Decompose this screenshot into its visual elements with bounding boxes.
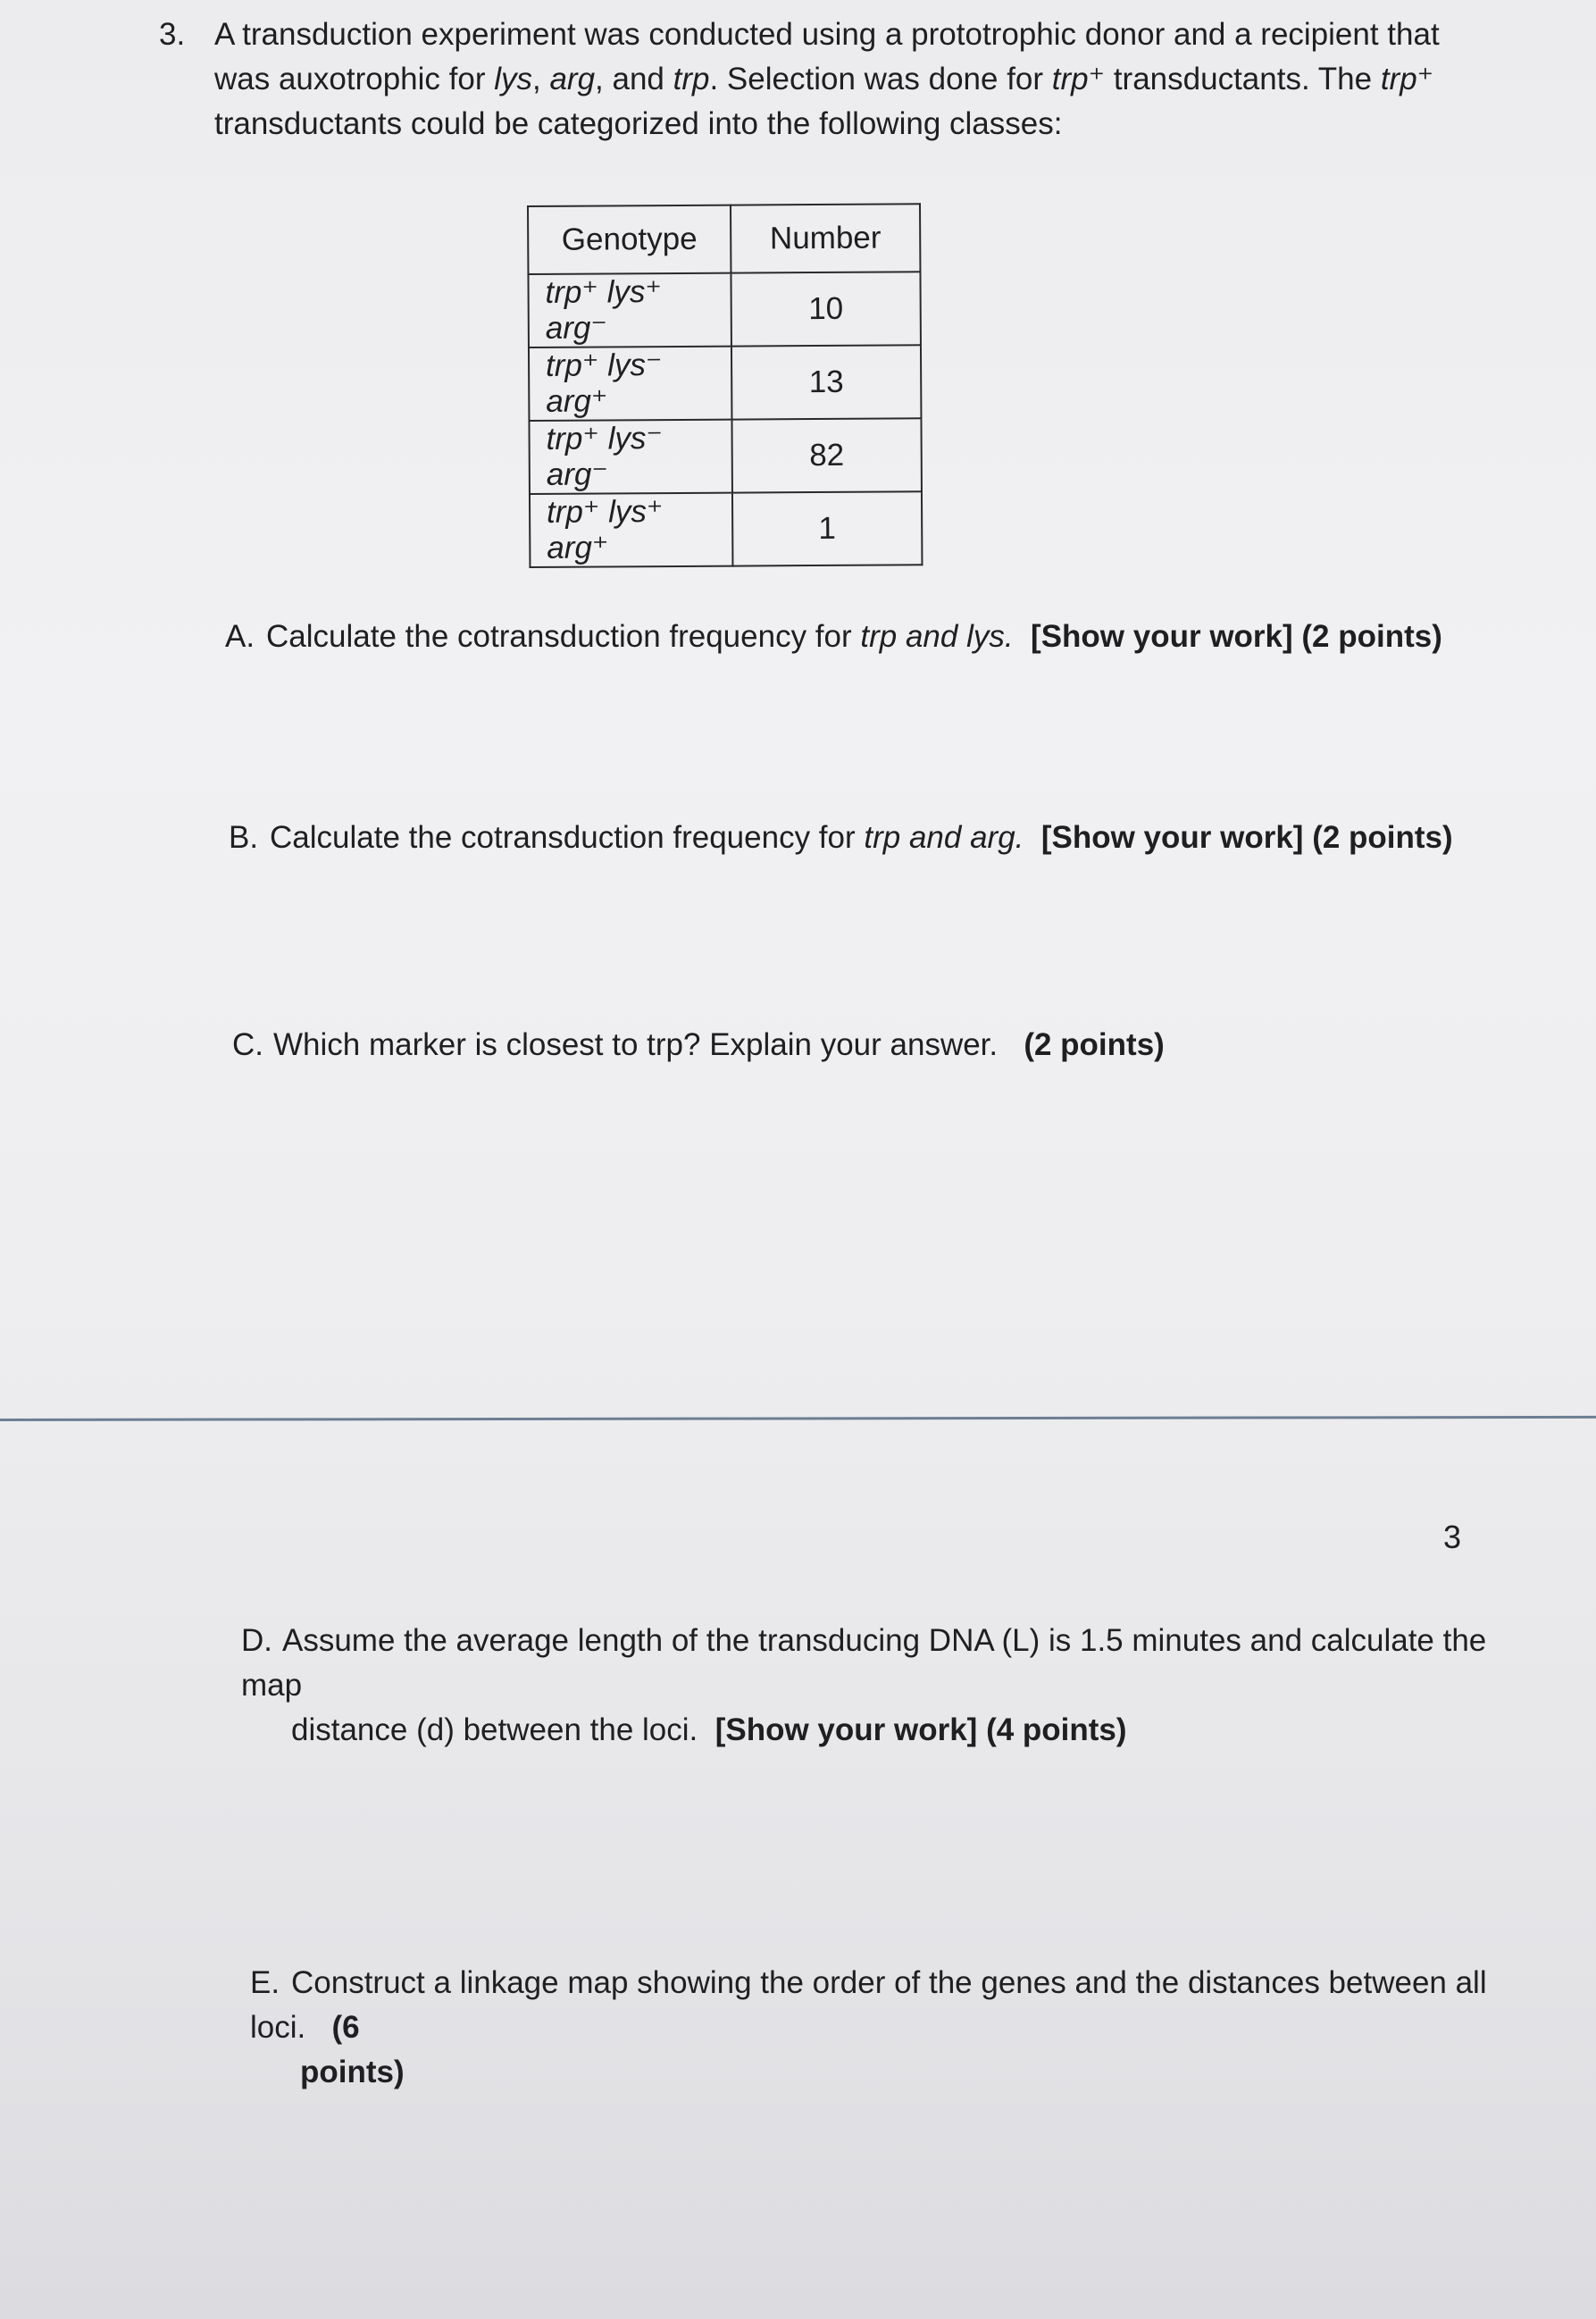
table-row bbox=[529, 418, 921, 494]
question-line-1: A transduction experiment was conducted using a prototrophic donor and a recipient that bbox=[214, 17, 1440, 52]
part-letter: A. bbox=[225, 619, 255, 654]
part-genes: trp and lys. bbox=[860, 619, 1014, 654]
number-cell: 1 bbox=[732, 491, 922, 565]
page-divider bbox=[0, 1416, 1596, 1421]
part-text: Which marker is closest to trp? Explain your answer. bbox=[273, 1027, 999, 1062]
part-e bbox=[250, 1961, 1536, 2095]
question-number: 3. bbox=[159, 17, 186, 52]
number-cell: 13 bbox=[731, 345, 921, 419]
part-letter: B. bbox=[229, 820, 259, 855]
part-points: [Show your work] (2 points) bbox=[1031, 619, 1442, 654]
part-points: (2 points) bbox=[1024, 1027, 1165, 1062]
part-b bbox=[229, 816, 1479, 860]
part-text-line-2: distance (d) between the loci. bbox=[291, 1712, 698, 1747]
part-points: [Show your work] (4 points) bbox=[714, 1712, 1127, 1747]
question-line-3: transductants could be categorized into the following classes: bbox=[214, 106, 1063, 141]
part-a bbox=[225, 615, 1475, 659]
genotype-cell: trp⁺ lys⁻ arg⁻ bbox=[529, 420, 731, 494]
table-row bbox=[529, 345, 921, 421]
table-row bbox=[530, 491, 922, 567]
genotype-cell: trp⁺ lys⁺ arg⁺ bbox=[530, 493, 732, 567]
question-intro bbox=[161, 13, 1465, 147]
part-letter: E. bbox=[250, 1965, 280, 2000]
header-genotype: Genotype bbox=[528, 205, 731, 274]
number-cell: 82 bbox=[731, 418, 921, 492]
part-text-line-1: Assume the average length of the transducing DNA (L) is 1.5 minutes and calculate the map bbox=[241, 1623, 1487, 1703]
part-letter: D. bbox=[241, 1623, 272, 1658]
header-number: Number bbox=[731, 204, 920, 272]
part-points-start: (6 bbox=[331, 2010, 360, 2045]
genotype-cell: trp⁺ lys⁺ arg⁻ bbox=[528, 273, 731, 347]
table-header-row bbox=[528, 204, 920, 274]
genotype-table bbox=[527, 203, 923, 568]
part-text-line-2-wrap bbox=[291, 1708, 1509, 1753]
part-genes: trp and arg. bbox=[864, 820, 1024, 855]
part-letter: C. bbox=[232, 1027, 263, 1062]
part-d bbox=[241, 1619, 1509, 1753]
part-text: Calculate the cotransduction frequency for bbox=[266, 619, 861, 654]
part-points: [Show your work] (2 points) bbox=[1040, 820, 1453, 855]
part-text-line-1: Construct a linkage map showing the order of the genes and the distances between all loci. bbox=[250, 1965, 1487, 2045]
part-c bbox=[232, 1023, 1483, 1067]
question-text bbox=[214, 13, 1465, 147]
number-cell: 10 bbox=[731, 272, 920, 346]
question-line-2: was auxotrophic for lys, arg, and trp. Selection was done for trp⁺ transductants. The trp⁺ bbox=[214, 62, 1434, 96]
part-points-end: points) bbox=[300, 2055, 405, 2089]
part-text-line-2-wrap bbox=[300, 2050, 1536, 2095]
page-number: 3 bbox=[1443, 1519, 1462, 1555]
genotype-cell: trp⁺ lys⁻ arg⁺ bbox=[529, 347, 731, 421]
table-row bbox=[528, 272, 920, 347]
part-text: Calculate the cotransduction frequency for bbox=[270, 820, 865, 855]
